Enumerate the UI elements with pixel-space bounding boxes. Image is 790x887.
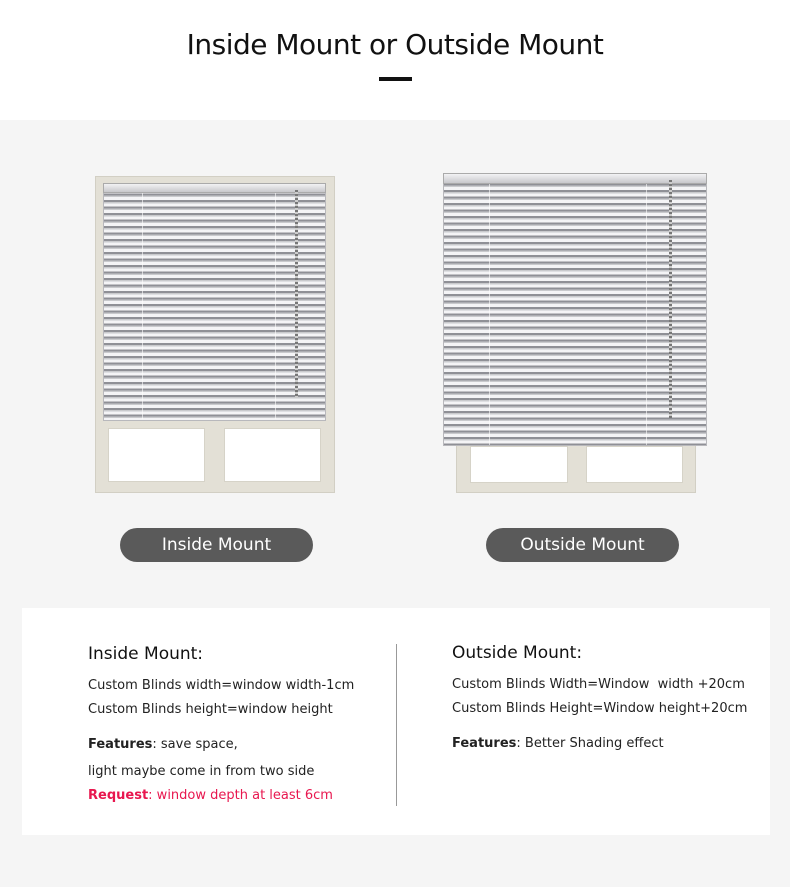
features-label: Features (452, 736, 517, 751)
head-rail (443, 173, 707, 184)
inside-features (88, 737, 238, 752)
head-rail (103, 183, 326, 193)
window-pane (470, 446, 568, 483)
features-text: : save space, (152, 737, 238, 752)
outside-height-rule: Custom Blinds Height=Window height+20cm (452, 701, 748, 716)
inside-heading: Inside Mount: (88, 644, 204, 664)
request-label: Request (88, 788, 149, 803)
features-label: Features (88, 737, 153, 752)
ladder-string (275, 193, 276, 419)
ladder-string (489, 183, 490, 445)
inside-width-rule: Custom Blinds width=window width-1cm (88, 678, 355, 693)
ladder-string (142, 193, 143, 419)
page-title: Inside Mount or Outside Mount (186, 28, 604, 61)
ladder-string (646, 183, 647, 445)
window-pane (224, 428, 321, 482)
outside-heading: Outside Mount: (452, 643, 583, 663)
blind-slats (103, 183, 326, 421)
window-pane (108, 428, 205, 482)
blind-slats (443, 173, 707, 446)
divider (396, 644, 397, 806)
request-text: : window depth at least 6cm (148, 788, 333, 803)
features-text: : Better Shading effect (516, 736, 664, 751)
outside-width-rule: Custom Blinds Width=Window width +20cm (452, 677, 745, 692)
inside-features-line2: light maybe come in from two side (88, 764, 315, 779)
outside-features (452, 736, 664, 751)
inside-request (88, 788, 333, 803)
tilt-wand (669, 180, 672, 418)
outside-mount-button[interactable]: Outside Mount (486, 528, 679, 562)
inside-mount-button[interactable]: Inside Mount (120, 528, 313, 562)
inside-height-rule: Custom Blinds height=window height (88, 702, 333, 717)
window-pane (586, 446, 683, 483)
title-underline (379, 77, 412, 81)
tilt-wand (295, 190, 298, 398)
